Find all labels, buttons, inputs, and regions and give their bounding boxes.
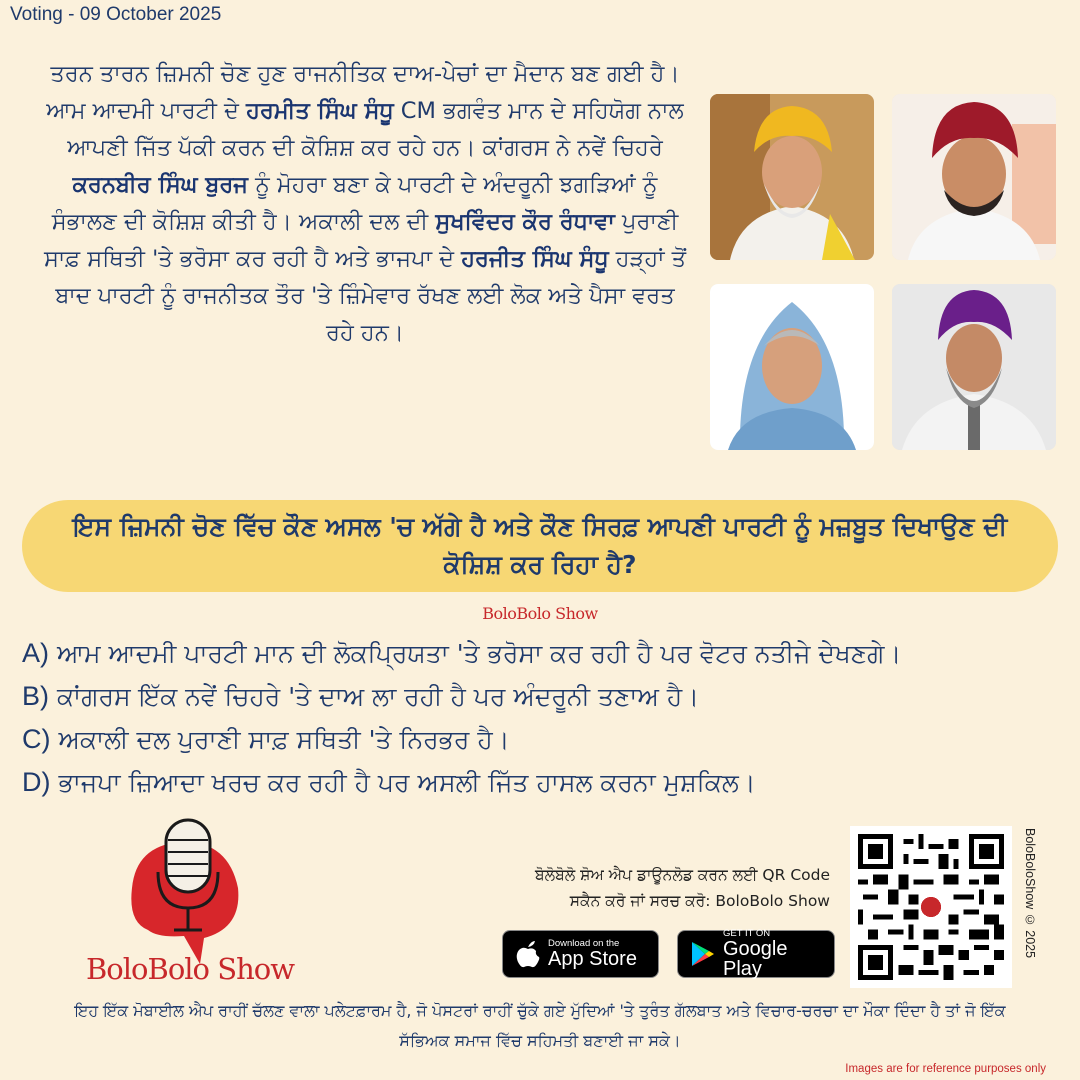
google-play-button[interactable] bbox=[677, 930, 835, 978]
candidate-photos bbox=[708, 94, 1058, 454]
option-text: ਕਾਂਗਰਸ ਇੱਕ ਨਵੇਂ ਚਿਹਰੇ 'ਤੇ ਦਾਅ ਲਾ ਰਹੀ ਹੈ ਪਰ ਅੰਦਰੂਨੀ ਤਣਾਅ ਹੈ। bbox=[56, 682, 700, 711]
option-a[interactable] bbox=[22, 632, 1072, 675]
option-letter: A) bbox=[22, 638, 49, 668]
brand-logo-text: BoloBolo Show bbox=[86, 952, 295, 986]
intro-text-2: CM ਭਗਵੰਤ ਮਾਨ ਦੇ ਸਹਿਯੋਗ ਨਾਲ ਆਪਣੀ ਜਿੱਤ ਪੱਕੀ ਕਰਨ ਦੀ ਕੋਸ਼ਿਸ਼ ਕਰ ਰਹੇ ਹਨ। ਕਾਂਗਰਸ ਨੇ ਨਵੇਂ ਚਿਹਰੇ bbox=[67, 98, 684, 161]
qr-instruction-line-2: ਸਕੈਨ ਕਰੋ ਜਾਂ ਸਰਚ ਕਰੋ: BoloBolo Show bbox=[569, 892, 830, 910]
option-text: ਅਕਾਲੀ ਦਲ ਪੁਰਾਣੀ ਸਾਫ਼ ਸਥਿਤੀ 'ਤੇ ਨਿਰਭਰ ਹੈ। bbox=[58, 725, 510, 754]
candidate-aap-name: ਹਰਮੀਤ ਸਿੰਘ ਸੰਧੂ bbox=[246, 98, 394, 124]
app-store-label: App Store bbox=[548, 947, 637, 970]
option-c[interactable] bbox=[22, 718, 1072, 761]
candidate-bjp-name: ਹਰਜੀਤ ਸਿੰਘ ਸੰਧੂ bbox=[461, 246, 609, 272]
option-text: ਭਾਜਪਾ ਜ਼ਿਆਦਾ ਖਰਚ ਕਰ ਰਹੀ ਹੈ ਪਰ ਅਸਲੀ ਜਿੱਤ ਹਾਸਲ ਕਰਨਾ ਮੁਸ਼ਕਿਲ। bbox=[58, 768, 756, 797]
answer-options bbox=[22, 632, 1072, 804]
candidate-akali-name: ਸੁਖਵਿੰਦਰ ਕੌਰ ਰੰਧਾਵਾ bbox=[435, 209, 615, 235]
footer-description: ਇਹ ਇੱਕ ਮੋਬਾਈਲ ਐਪ ਰਾਹੀਂ ਚੱਲਣ ਵਾਲਾ ਪਲੇਟਫ਼ਾਰਮ ਹੈ, ਜੋ ਪੋਸਟਰਾਂ ਰਾਹੀਂ ਚੁੱਕੇ ਗਏ ਮੁੱਦਿਆਂ 'ਤੇ ਤੁਰੰਤ ਗੱਲਬਾਤ ਅਤੇ ਵਿਚਾਰ-ਚਰਚਾ ਦਾ ਮੌਕਾ ਦਿੰਦਾ ਹੈ ਤਾਂ ਜੋ ਇੱਕ ਸੱਭਿਅਕ ਸਮਾਜ ਵਿੱਚ ਸਹਿਮਤੀ ਬਣਾਈ ਜਾ ਸਕੇ। bbox=[74, 1001, 1006, 1050]
qr-instruction-line-1: ਬੋਲੋਬੋਲੋ ਸ਼ੋਅ ਐਪ ਡਾਊਨਲੋਡ ਕਰਨ ਲਈ QR Code bbox=[534, 866, 830, 884]
app-store-button[interactable] bbox=[502, 930, 659, 978]
intro-text-5: ਹੜ੍ਹਾਂ ਤੋਂ ਬਾਦ ਪਾਰਟੀ ਨੂੰ ਰਾਜਨੀਤਕ ਤੌਰ 'ਤੇ ਜ਼ਿੰਮੇਵਾਰ ਰੱਖਣ ਲਈ ਲੋਕ ਅਤੇ ਪੈਸਾ ਵਰਤ ਰਹੇ ਹਨ। bbox=[55, 246, 687, 346]
option-letter: B) bbox=[22, 681, 49, 711]
play-triangle-icon bbox=[690, 940, 716, 968]
intro-text-4: ਪੁਰਾਣੀ ਸਾਫ਼ ਸਥਿਤੀ 'ਤੇ ਭਰੋਸਾ ਕਰ ਰਹੀ ਹੈ ਅਤੇ ਭਾਜਪਾ ਦੇ bbox=[43, 209, 679, 272]
google-play-small-label: GET IT ON bbox=[723, 928, 771, 940]
candidate-photo-2 bbox=[892, 94, 1056, 260]
intro-text-3: ਨੂੰ ਮੋਹਰਾ ਬਣਾ ਕੇ ਪਾਰਟੀ ਦੇ ਅੰਦਰੂਨੀ ਝਗੜਿਆਂ ਨੂੰ ਸੰਭਾਲਣ ਦੀ ਕੋਸ਼ਿਸ਼ ਕੀਤੀ ਹੈ। ਅਕਾਲੀ ਦਲ ਦੀ bbox=[51, 172, 658, 235]
option-b[interactable] bbox=[22, 675, 1072, 718]
intro-text-1: ਤਰਨ ਤਾਰਨ ਜ਼ਿਮਨੀ ਚੋਣ ਹੁਣ ਰਾਜਨੀਤਿਕ ਦਾਅ-ਪੇਚਾਂ ਦਾ ਮੈਦਾਨ ਬਣ ਗਈ ਹੈ। ਆਮ ਆਦਮੀ ਪਾਰਟੀ ਦੇ bbox=[46, 61, 680, 124]
option-text: ਆਮ ਆਦਮੀ ਪਾਰਟੀ ਮਾਨ ਦੀ ਲੋਕਪ੍ਰਿਯਤਾ 'ਤੇ ਭਰੋਸਾ ਕਰ ਰਹੀ ਹੈ ਪਰ ਵੋਟਰ ਨਤੀਜੇ ਦੇਖਣਗੇ। bbox=[56, 639, 902, 668]
copyright-label: BoloBoloShow © 2025 bbox=[1023, 828, 1037, 959]
question-text: ਇਸ ਜ਼ਿਮਨੀ ਚੋਣ ਵਿੱਚ ਕੌਣ ਅਸਲ 'ਚ ਅੱਗੇ ਹੈ ਅਤੇ ਕੌਣ ਸਿਰਫ਼ ਆਪਣੀ ਪਾਰਟੀ ਨੂੰ ਮਜ਼ਬੂਤ ਦਿਖਾਉਣ ਦੀ ਕੋਸ਼ਿਸ਼ ਕਰ ਰਿਹਾ ਹੈ? bbox=[72, 512, 1008, 579]
candidate-photo-1 bbox=[710, 94, 874, 260]
google-play-label: Google Play bbox=[723, 937, 788, 980]
candidate-congress-name: ਕਰਨਬੀਰ ਸਿੰਘ ਬੁਰਜ bbox=[72, 172, 249, 198]
app-store-small-label: Download on the bbox=[548, 938, 620, 950]
qr-instructions bbox=[452, 862, 830, 914]
option-d[interactable] bbox=[22, 761, 1072, 804]
image-disclaimer: Images are for reference purposes only bbox=[845, 1063, 1046, 1075]
qr-code-icon[interactable] bbox=[850, 826, 1012, 988]
option-letter: D) bbox=[22, 767, 51, 797]
intro-paragraph bbox=[40, 56, 690, 352]
option-letter: C) bbox=[22, 724, 51, 754]
candidate-photo-4 bbox=[892, 284, 1056, 450]
apple-icon bbox=[515, 939, 541, 969]
brand-watermark: BoloBolo Show bbox=[482, 604, 598, 623]
date-label: Voting - 09 October 2025 bbox=[10, 4, 222, 25]
candidate-photo-3 bbox=[710, 284, 874, 450]
question-banner bbox=[22, 500, 1058, 592]
store-badges bbox=[502, 930, 835, 978]
